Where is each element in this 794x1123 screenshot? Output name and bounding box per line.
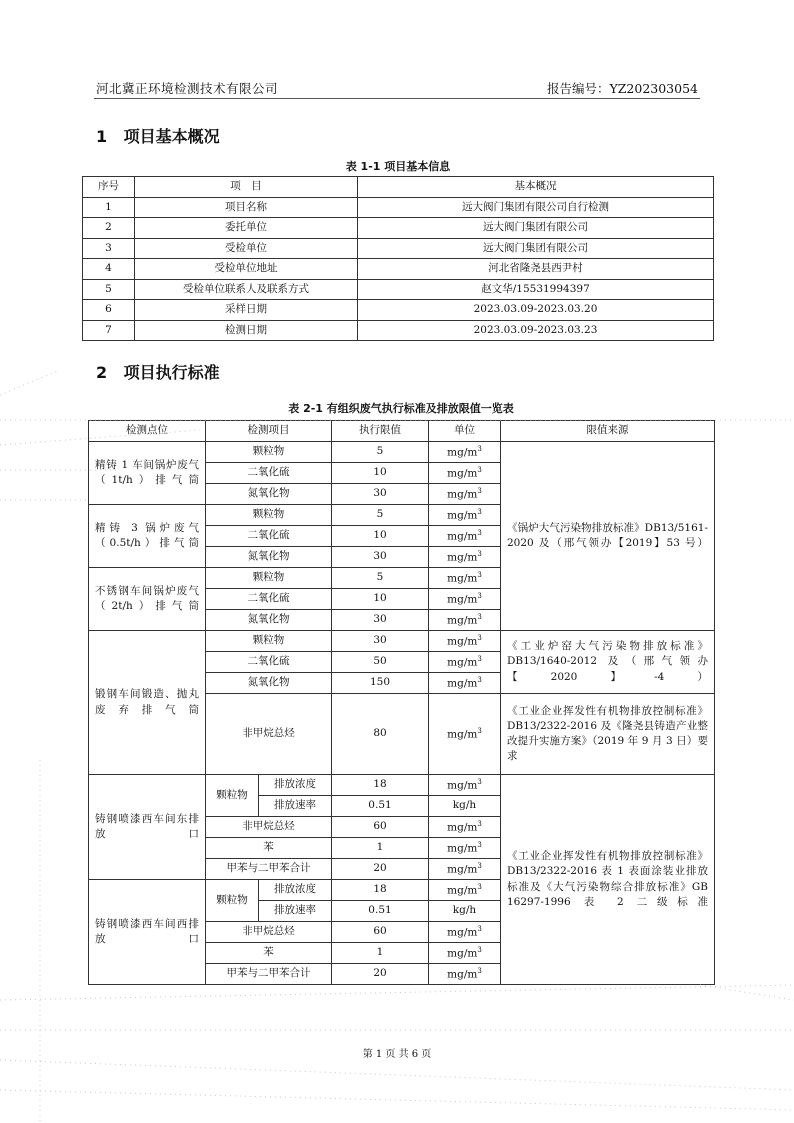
source-cell: 《锅炉大气污染物排放标准》DB13/5161-2020 及（邢气领办【2019】53 号） [501, 442, 715, 631]
limit-cell: 20 [332, 859, 429, 880]
item-subcell: 排放浓度 [259, 880, 332, 901]
location-cell: 不锈钢车间锅炉废气（2t/h）排气筒 [89, 568, 206, 631]
item-cell: 氮氧化物 [206, 547, 332, 568]
item-cell: 非甲烷总烃 [206, 817, 332, 838]
location-cell: 铸钢喷漆西车间西排放口 [89, 880, 206, 985]
item-subcell: 排放速率 [259, 901, 332, 922]
table-row [83, 197, 714, 218]
section-1-number: 1 [96, 127, 108, 146]
table-cell: 受检单位地址 [135, 259, 358, 280]
location-cell: 锻钢车间锻造、抛丸废弃排气筒 [89, 631, 206, 775]
item-cell: 颗粒物 [206, 631, 332, 652]
emission-standards-table [88, 420, 715, 985]
unit-superscript: 3 [477, 444, 482, 453]
item-cell: 二氧化硫 [206, 589, 332, 610]
table-cell: 4 [83, 259, 135, 280]
header-cell: 序号 [83, 177, 135, 198]
table-cell: 项目名称 [135, 197, 358, 218]
table-1-caption: 表 1-1 项目基本信息 [345, 160, 451, 173]
table-row [83, 238, 714, 259]
limit-cell: 18 [332, 880, 429, 901]
limit-cell: 10 [332, 463, 429, 484]
limit-cell: 30 [332, 610, 429, 631]
table-2-caption: 表 2-1 有组织废气执行标准及排放限值一览表 [288, 402, 514, 415]
unit-cell [429, 463, 501, 484]
page-footer: 第 1 页 共 6 页 [362, 1049, 432, 1060]
section-1-title: 项目基本概况 [123, 127, 220, 146]
header-cell: 执行限值 [332, 421, 429, 442]
company-name: 河北冀正环境检测技术有限公司 [96, 81, 279, 96]
unit-superscript: 3 [477, 528, 482, 537]
table-cell: 远大阀门集团有限公司 [358, 238, 714, 259]
item-cell: 二氧化硫 [206, 526, 332, 547]
location-cell: 铸钢喷漆西车间东排放口 [89, 775, 206, 880]
limit-cell: 20 [332, 964, 429, 985]
table-row [83, 259, 714, 280]
limit-cell: 1 [332, 943, 429, 964]
unit-cell [429, 694, 501, 775]
unit-cell [429, 838, 501, 859]
item-subcell: 排放浓度 [259, 775, 332, 796]
source-cell: 《工业企业挥发性有机物排放控制标准》DB13/2322-2016 及《隆尧县铸造产业整改提升实施方案》（2019 年 9 月 3 日）要求 [501, 694, 715, 775]
unit-cell [429, 442, 501, 463]
item-cell: 颗粒物 [206, 880, 259, 922]
unit-cell [429, 610, 501, 631]
header-cell: 检测项目 [206, 421, 332, 442]
unit-superscript: 3 [477, 591, 482, 600]
limit-cell: 0.51 [332, 901, 429, 922]
item-cell: 二氧化硫 [206, 652, 332, 673]
unit-cell [429, 673, 501, 694]
section-1-heading [96, 124, 220, 147]
table-cell: 受检单位联系人及联系方式 [135, 279, 358, 300]
unit-text: mg/m [447, 926, 478, 939]
unit-superscript: 3 [477, 840, 482, 849]
item-cell: 非甲烷总烃 [206, 694, 332, 775]
unit-superscript: 3 [477, 675, 482, 684]
limit-cell: 80 [332, 694, 429, 775]
unit-text: mg/m [447, 728, 478, 741]
item-cell: 颗粒物 [206, 775, 259, 817]
unit-superscript: 3 [477, 633, 482, 642]
table-cell: 2023.03.09-2023.03.23 [358, 320, 714, 341]
unit-superscript: 3 [477, 486, 482, 495]
table-cell: 河北省隆尧县西尹村 [358, 259, 714, 280]
table-row [83, 218, 714, 239]
unit-cell [429, 922, 501, 943]
header-cell: 检测点位 [89, 421, 206, 442]
unit-text: mg/m [447, 884, 478, 897]
unit-text: mg/m [447, 593, 478, 606]
table-row [83, 300, 714, 321]
item-cell: 苯 [206, 943, 332, 964]
table-cell: 委托单位 [135, 218, 358, 239]
unit-text: mg/m [447, 614, 478, 627]
limit-cell: 1 [332, 838, 429, 859]
item-cell: 颗粒物 [206, 442, 332, 463]
location-cell: 精铸 1 车间锅炉废气（1t/h）排气筒 [89, 442, 206, 505]
unit-text: mg/m [447, 446, 478, 459]
item-cell: 非甲烷总烃 [206, 922, 332, 943]
unit-superscript: 3 [477, 465, 482, 474]
unit-cell [429, 817, 501, 838]
unit-superscript: 3 [477, 924, 482, 933]
unit-text: mg/m [447, 677, 478, 690]
source-cell: 《工业企业挥发性有机物排放控制标准》DB13/2322-2016 表 1 表面涂装业排放标准及《大气污染物综合排放标准》GB 16297-1996 表 2 二级标准 [501, 775, 715, 985]
unit-cell [429, 526, 501, 547]
unit-cell [429, 652, 501, 673]
limit-cell: 18 [332, 775, 429, 796]
unit-superscript: 3 [477, 570, 482, 579]
project-info-table [82, 176, 714, 341]
unit-superscript: 3 [477, 726, 482, 735]
unit-cell [429, 589, 501, 610]
item-cell: 甲苯与二甲苯合计 [206, 859, 332, 880]
unit-cell [429, 964, 501, 985]
item-cell: 苯 [206, 838, 332, 859]
header-cell: 单位 [429, 421, 501, 442]
table-cell: 赵文华/15531994397 [358, 279, 714, 300]
unit-cell [429, 547, 501, 568]
limit-cell: 30 [332, 547, 429, 568]
section-2-heading [96, 360, 220, 383]
unit-text: mg/m [447, 863, 478, 876]
unit-superscript: 3 [477, 612, 482, 621]
unit-cell [429, 880, 501, 901]
limit-cell: 30 [332, 484, 429, 505]
item-cell: 氮氧化物 [206, 484, 332, 505]
unit-superscript: 3 [477, 882, 482, 891]
limit-cell: 30 [332, 631, 429, 652]
unit-cell [429, 568, 501, 589]
table-cell: 受检单位 [135, 238, 358, 259]
table-cell: 检测日期 [135, 320, 358, 341]
limit-cell: 0.51 [332, 796, 429, 817]
report-number: 报告编号：YZ202303054 [546, 81, 698, 96]
table-row [89, 442, 715, 463]
unit-superscript: 3 [477, 966, 482, 975]
item-subcell: 排放速率 [259, 796, 332, 817]
item-cell: 颗粒物 [206, 505, 332, 526]
section-2-number: 2 [96, 363, 108, 382]
table-cell: 7 [83, 320, 135, 341]
unit-superscript: 3 [477, 819, 482, 828]
table-cell: 远大阀门集团有限公司 [358, 218, 714, 239]
limit-cell: 5 [332, 505, 429, 526]
unit-text: mg/m [447, 572, 478, 585]
item-cell: 氮氧化物 [206, 673, 332, 694]
unit-text: mg/m [447, 968, 478, 981]
header-divider [94, 98, 700, 99]
limit-cell: 50 [332, 652, 429, 673]
unit-cell [429, 631, 501, 652]
item-cell: 二氧化硫 [206, 463, 332, 484]
table-row [89, 631, 715, 652]
table-cell: 远大阀门集团有限公司自行检测 [358, 197, 714, 218]
item-cell: 颗粒物 [206, 568, 332, 589]
header-cell: 项 目 [135, 177, 358, 198]
header-cell: 限值来源 [501, 421, 715, 442]
unit-cell: kg/h [429, 901, 501, 922]
unit-cell [429, 775, 501, 796]
table-cell: 2 [83, 218, 135, 239]
unit-superscript: 3 [477, 861, 482, 870]
unit-text: mg/m [447, 488, 478, 501]
unit-text: mg/m [447, 509, 478, 522]
unit-superscript: 3 [477, 549, 482, 558]
unit-text: mg/m [447, 821, 478, 834]
table-row [83, 279, 714, 300]
unit-text: mg/m [447, 779, 478, 792]
limit-cell: 60 [332, 922, 429, 943]
location-cell: 精铸 3 锅炉废气（0.5t/h）排气筒 [89, 505, 206, 568]
unit-cell: kg/h [429, 796, 501, 817]
unit-cell [429, 505, 501, 526]
unit-cell [429, 859, 501, 880]
unit-text: mg/m [447, 842, 478, 855]
table-cell: 5 [83, 279, 135, 300]
table-header-row [89, 421, 715, 442]
unit-superscript: 3 [477, 654, 482, 663]
table-cell: 采样日期 [135, 300, 358, 321]
limit-cell: 60 [332, 817, 429, 838]
table-cell: 1 [83, 197, 135, 218]
limit-cell: 10 [332, 589, 429, 610]
unit-text: mg/m [447, 467, 478, 480]
unit-text: mg/m [447, 947, 478, 960]
unit-text: mg/m [447, 530, 478, 543]
table-header-row [83, 177, 714, 198]
unit-superscript: 3 [477, 507, 482, 516]
unit-cell [429, 943, 501, 964]
unit-cell [429, 484, 501, 505]
table-cell: 6 [83, 300, 135, 321]
table-cell: 3 [83, 238, 135, 259]
unit-text: mg/m [447, 656, 478, 669]
limit-cell: 5 [332, 568, 429, 589]
header-cell: 基本概况 [358, 177, 714, 198]
section-2-title: 项目执行标准 [123, 363, 220, 382]
limit-cell: 5 [332, 442, 429, 463]
limit-cell: 10 [332, 526, 429, 547]
unit-superscript: 3 [477, 945, 482, 954]
unit-superscript: 3 [477, 777, 482, 786]
source-cell: 《工业炉窑大气污染物排放标准》DB13/1640-2012 及（邢气领办【2020】-4） [501, 631, 715, 694]
unit-text: mg/m [447, 551, 478, 564]
table-row [83, 320, 714, 341]
item-cell: 甲苯与二甲苯合计 [206, 964, 332, 985]
table-cell: 2023.03.09-2023.03.20 [358, 300, 714, 321]
unit-text: mg/m [447, 635, 478, 648]
table-row [89, 775, 715, 796]
item-cell: 氮氧化物 [206, 610, 332, 631]
limit-cell: 150 [332, 673, 429, 694]
